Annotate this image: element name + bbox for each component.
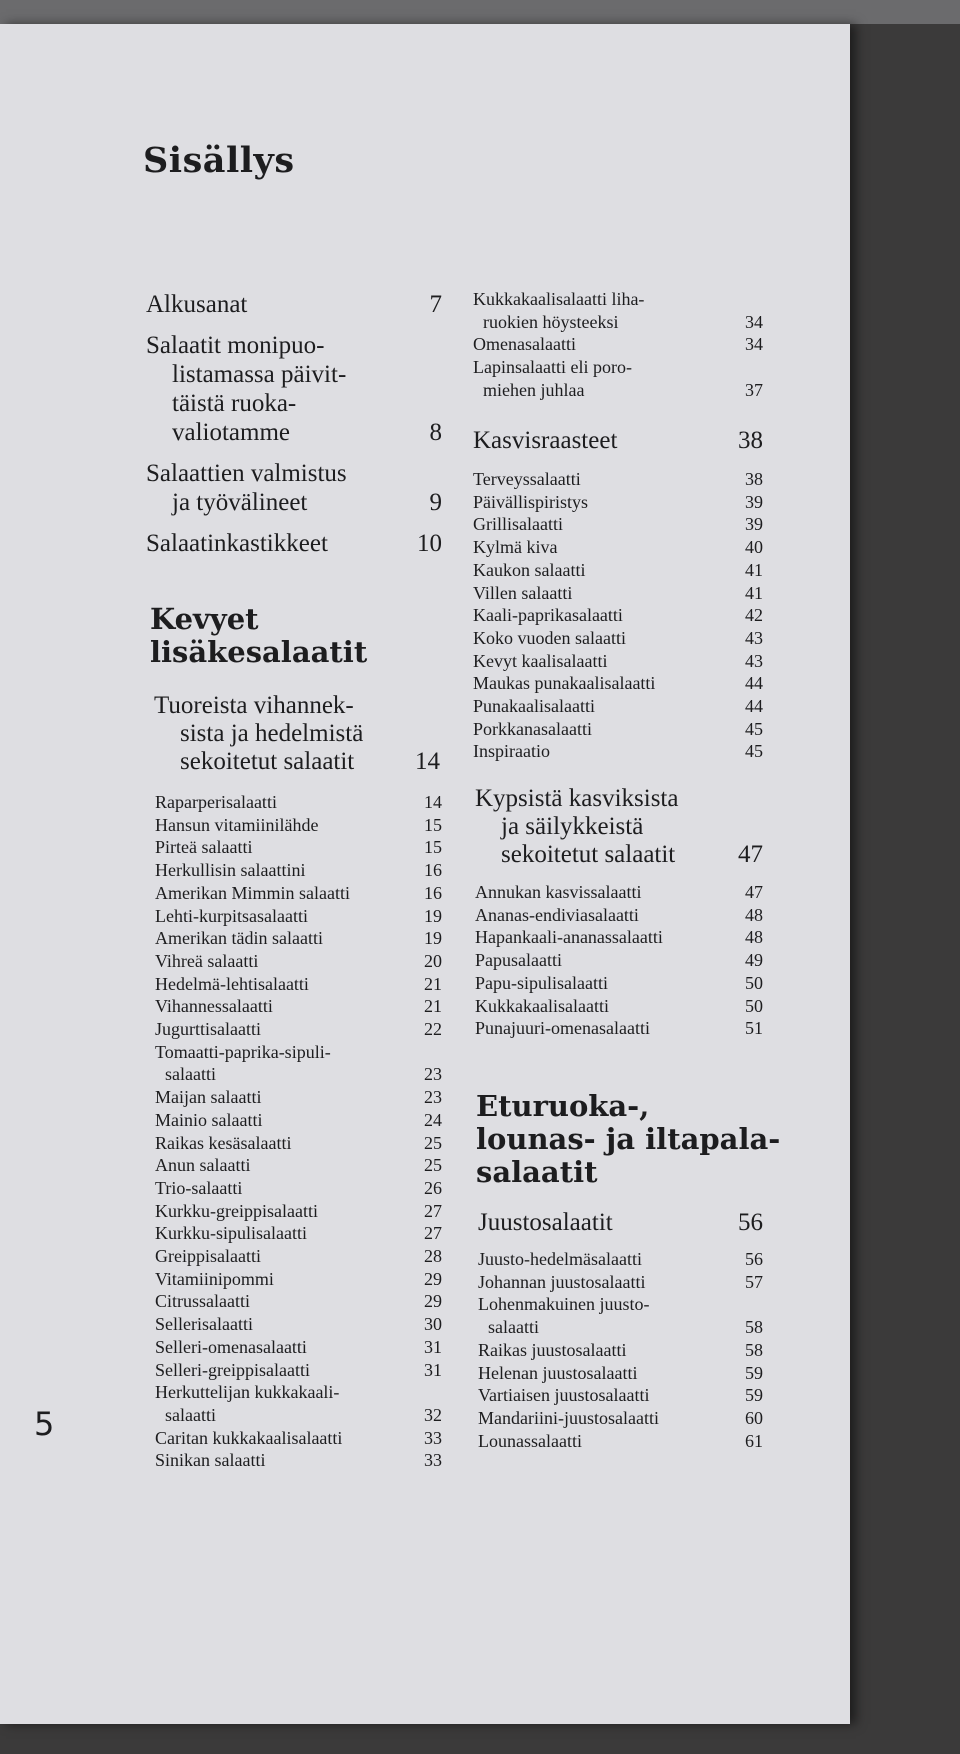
toc-entry[interactable] (146, 529, 442, 558)
toc-entry[interactable] (473, 559, 763, 582)
toc-entry[interactable] (475, 949, 763, 972)
toc-entry[interactable] (155, 927, 442, 950)
toc-entry[interactable] (155, 1041, 442, 1086)
toc-entry-title: Raparperisalaatti (155, 792, 277, 812)
toc-entry-title: Punakaalisalaatti (473, 696, 595, 717)
toc-page-number: 59 (745, 1362, 763, 1383)
toc-page-number: 10 (417, 530, 442, 557)
toc-entry-title: Tomaatti-paprika-sipuli- (155, 1041, 331, 1062)
section-heading-kevyet (150, 603, 367, 669)
toc-entry-title: Hapankaali-ananassalaatti (475, 927, 663, 948)
toc-page-number: 31 (424, 1336, 442, 1357)
toc-page-number: 44 (745, 696, 763, 717)
toc-entry[interactable] (146, 459, 442, 517)
toc-page-number: 40 (745, 537, 763, 558)
toc-entry[interactable] (473, 356, 763, 401)
section-heading-line: lounas- ja iltapala- (476, 1122, 781, 1156)
toc-entry[interactable] (155, 905, 442, 928)
toc-page-number: 23 (424, 1087, 442, 1108)
toc-entry-title: Caritan kukkakaalisalaatti (155, 1427, 343, 1448)
subsection-juustosalaatit (478, 1209, 763, 1237)
toc-entry[interactable] (155, 791, 442, 814)
toc-entry-title: Selleri-omenasalaatti (155, 1336, 307, 1357)
toc-entry-title: miehen juhlaa (483, 379, 585, 400)
section-heading-line: Kevyet (150, 602, 259, 636)
toc-page-number: 14 (415, 748, 440, 775)
toc-entry[interactable] (473, 672, 763, 695)
toc-entry-title: Vartiaisen juustosalaatti (478, 1385, 650, 1406)
toc-entry-title: Maukas punakaalisalaatti (473, 673, 656, 694)
toc-page-number: 29 (424, 1268, 442, 1289)
section-heading-line: lisäkesalaatit (150, 635, 368, 669)
toc-entry[interactable] (475, 904, 763, 927)
toc-page-number: 42 (745, 605, 763, 626)
toc-entry[interactable] (473, 333, 763, 356)
toc-entry-title: Lohenmakuinen juusto- (478, 1294, 650, 1315)
toc-page-number: 47 (738, 841, 763, 868)
toc-entry[interactable] (155, 1427, 442, 1450)
toc-page-number: 39 (745, 514, 763, 535)
toc-page-number: 58 (745, 1317, 763, 1338)
toc-entry[interactable] (155, 1313, 442, 1336)
toc-entry-title: listamassa päivit- (172, 361, 347, 388)
subsection-tuoreista (154, 692, 440, 776)
toc-page-number: 15 (424, 814, 442, 835)
toc-entry-title: Hansun vitamiinilähde (155, 814, 319, 835)
toc-entry-title: Punajuuri-omenasalaatti (475, 1018, 650, 1039)
toc-entry-title: Greippisalaatti (155, 1246, 261, 1267)
page-title: Sisällys (143, 140, 295, 181)
toc-entry[interactable] (155, 950, 442, 973)
toc-page-number: 25 (424, 1132, 442, 1153)
toc-entry-title: Trio-salaatti (155, 1177, 243, 1198)
toc-entry-title: valiotamme (172, 419, 291, 446)
toc-page-number: 28 (424, 1246, 442, 1267)
toc-list-tuoreista (155, 791, 442, 1472)
toc-entry[interactable] (478, 1430, 763, 1453)
toc-page-number: 27 (424, 1200, 442, 1221)
toc-entry-title: Terveyssalaatti (473, 469, 581, 489)
toc-page-number: 39 (745, 491, 763, 512)
toc-entry[interactable] (475, 995, 763, 1018)
toc-entry[interactable] (155, 836, 442, 859)
toc-entry[interactable] (155, 1336, 442, 1359)
toc-entry-title: Sinikan salaatti (155, 1450, 266, 1471)
toc-page-number: 47 (745, 882, 763, 902)
toc-entry-title: Grillisalaatti (473, 514, 563, 535)
toc-entry[interactable] (155, 1449, 442, 1472)
toc-entry-title: Porkkanasalaatti (473, 718, 592, 739)
toc-entry-title: Salaatinkastikkeet (146, 530, 328, 557)
toc-page-number: 22 (424, 1019, 442, 1040)
toc-entry-title: Kasvisraasteet (473, 427, 618, 454)
toc-entry-title: Alkusanat (146, 291, 248, 318)
toc-page-number: 43 (745, 650, 763, 671)
toc-page-number: 50 (745, 972, 763, 993)
toc-entry[interactable] (473, 536, 763, 559)
toc-entry[interactable] (155, 1154, 442, 1177)
toc-entry[interactable] (146, 331, 442, 447)
toc-list-top-right (473, 288, 763, 402)
toc-entry[interactable] (473, 695, 763, 718)
toc-page-number: 34 (745, 334, 763, 355)
toc-entry-title: Juustosalaatit (478, 1209, 613, 1236)
toc-entry[interactable] (475, 881, 763, 904)
toc-entry[interactable] (473, 491, 763, 514)
toc-entry-title: Juusto-hedelmäsalaatti (478, 1249, 642, 1269)
toc-entry[interactable] (155, 859, 442, 882)
toc-entry-title: Vihannessalaatti (155, 996, 273, 1017)
toc-page-number: 49 (745, 950, 763, 971)
toc-entry[interactable] (478, 1339, 763, 1362)
toc-entry[interactable] (473, 513, 763, 536)
toc-entry[interactable] (155, 995, 442, 1018)
toc-entry-title: Sellerisalaatti (155, 1314, 253, 1335)
toc-page-number: 43 (745, 627, 763, 648)
toc-page-number: 9 (429, 489, 442, 516)
toc-entry[interactable] (473, 288, 763, 333)
toc-entry-title: Omenasalaatti (473, 334, 576, 355)
toc-entry-title: Tuoreista vihannek- (154, 692, 354, 719)
toc-page-number: 15 (424, 837, 442, 858)
toc-entry[interactable] (473, 427, 763, 455)
toc-page-number: 19 (424, 928, 442, 949)
toc-page-number: 7 (429, 291, 442, 318)
page-number: 5 (34, 1405, 55, 1443)
subsection-kypsista (475, 785, 763, 869)
toc-page-number: 20 (424, 950, 442, 971)
toc-page-number: 41 (745, 559, 763, 580)
toc-entry-title: Kylmä kiva (473, 537, 558, 558)
toc-entry[interactable] (473, 604, 763, 627)
toc-entry[interactable] (473, 740, 763, 763)
toc-entry[interactable] (478, 1209, 763, 1237)
toc-page-number: 58 (745, 1339, 763, 1360)
toc-entry[interactable] (155, 1018, 442, 1041)
toc-page-number: 16 (424, 882, 442, 903)
toc-entry-title: täistä ruoka- (172, 390, 297, 417)
toc-page-number: 51 (745, 1018, 763, 1039)
toc-page-number: 16 (424, 860, 442, 881)
toc-entry-title: Herkullisin salaattini (155, 860, 306, 881)
toc-entry[interactable] (155, 1359, 442, 1382)
toc-page-number: 34 (745, 311, 763, 332)
toc-entry-title: ja työvälineet (172, 489, 308, 516)
toc-entry[interactable] (478, 1362, 763, 1385)
toc-page-number: 61 (745, 1430, 763, 1451)
toc-entry[interactable] (155, 1290, 442, 1313)
toc-page-number: 19 (424, 905, 442, 926)
toc-page-number: 30 (424, 1314, 442, 1335)
toc-entry[interactable] (478, 1271, 763, 1294)
toc-page-number: 33 (424, 1427, 442, 1448)
toc-entry-title: Hedelmä-lehtisalaatti (155, 973, 309, 994)
toc-page-number: 25 (424, 1155, 442, 1176)
toc-entry-title: Villen salaatti (473, 582, 573, 603)
toc-page-number: 48 (745, 927, 763, 948)
toc-entry[interactable] (478, 1248, 763, 1271)
toc-entry-title: Papusalaatti (475, 950, 562, 971)
toc-entry[interactable] (155, 1245, 442, 1268)
toc-entry-title: Amerikan tädin salaatti (155, 928, 323, 949)
toc-page-number: 29 (424, 1291, 442, 1312)
toc-entry-title: sekoitetut salaatit (180, 748, 355, 775)
toc-entry-title: Pirteä salaatti (155, 837, 253, 858)
toc-entry-title: Herkuttelijan kukkakaali- (155, 1382, 340, 1403)
toc-entry-title: ruokien höysteeksi (483, 311, 619, 332)
toc-entry-title: Kaukon salaatti (473, 559, 586, 580)
toc-entry[interactable] (155, 973, 442, 996)
toc-page-number: 60 (745, 1407, 763, 1428)
toc-entry[interactable] (475, 972, 763, 995)
toc-entry-title: sekoitetut salaatit (501, 841, 676, 868)
toc-page-number: 37 (745, 379, 763, 400)
toc-entry-title: salaatti (165, 1404, 216, 1425)
toc-entry-title: Mandariini-juustosalaatti (478, 1407, 659, 1428)
toc-page-number: 48 (745, 904, 763, 925)
toc-entry-title: Jugurttisalaatti (155, 1019, 261, 1040)
toc-entry-title: salaatti (165, 1064, 216, 1085)
toc-page-number: 56 (738, 1209, 763, 1236)
toc-page-number: 31 (424, 1359, 442, 1380)
toc-entry-title: Kevyt kaalisalaatti (473, 650, 608, 671)
toc-entry[interactable] (155, 1132, 442, 1155)
toc-entry-title: Helenan juustosalaatti (478, 1362, 638, 1383)
toc-entry[interactable] (155, 882, 442, 905)
toc-entry[interactable] (155, 1268, 442, 1291)
toc-page-number: 38 (738, 427, 763, 454)
toc-page-number: 21 (424, 996, 442, 1017)
toc-page-number: 8 (429, 419, 442, 446)
toc-entry[interactable] (155, 814, 442, 837)
toc-page-number: 32 (424, 1404, 442, 1425)
toc-entry-title: Ananas-endiviasalaatti (475, 904, 639, 925)
toc-entry-title: Annukan kasvissalaatti (475, 882, 642, 902)
toc-page-number: 45 (745, 741, 763, 762)
toc-entry-title: Kukkakaalisalaatti liha- (473, 289, 645, 309)
toc-entry-title: Kaali-paprikasalaatti (473, 605, 623, 626)
section-heading-line: Eturuoka-, (476, 1089, 650, 1123)
toc-entry[interactable] (473, 650, 763, 673)
section-heading-line: salaatit (476, 1155, 598, 1189)
toc-entry[interactable] (155, 1200, 442, 1223)
toc-entry-title: Papu-sipulisalaatti (475, 972, 608, 993)
toc-entry[interactable] (473, 627, 763, 650)
toc-entry-title: Kypsistä kasviksista (475, 785, 679, 812)
toc-page-number: 56 (745, 1249, 763, 1269)
toc-entry-title: Anun salaatti (155, 1155, 251, 1176)
toc-entry-title: Kukkakaalisalaatti (475, 995, 609, 1016)
toc-entry[interactable] (475, 1017, 763, 1040)
toc-page-number: 44 (745, 673, 763, 694)
toc-entry-title: Kurkku-greippisalaatti (155, 1200, 318, 1221)
section-heading-eturuoka (476, 1090, 780, 1189)
toc-entry-title: Amerikan Mimmin salaatti (155, 882, 350, 903)
toc-entry[interactable] (475, 785, 763, 869)
toc-entry[interactable] (155, 1381, 442, 1426)
toc-entry[interactable] (155, 1109, 442, 1132)
toc-page-number: 59 (745, 1385, 763, 1406)
toc-entry-title: Lehti-kurpitsasalaatti (155, 905, 308, 926)
toc-entry-title: Selleri-greippisalaatti (155, 1359, 310, 1380)
toc-entry-title: Koko vuoden salaatti (473, 627, 626, 648)
subsection-kasvisraasteet (473, 427, 763, 455)
toc-entry-title: salaatti (488, 1317, 539, 1338)
toc-entry[interactable] (473, 468, 763, 491)
toc-page-number: 50 (745, 995, 763, 1016)
toc-entry-title: Salaattien valmistus (146, 460, 347, 487)
toc-entry-title: Vihreä salaatti (155, 950, 259, 971)
toc-entry-title: Mainio salaatti (155, 1109, 263, 1130)
background-strip (0, 0, 960, 24)
toc-list-kasvisraasteet (473, 468, 763, 763)
toc-entry-title: Citrussalaatti (155, 1291, 250, 1312)
toc-entry-title: Lounassalaatti (478, 1430, 582, 1451)
toc-entry[interactable] (478, 1384, 763, 1407)
toc-list-kypsista (475, 881, 763, 1040)
toc-entry[interactable] (478, 1293, 763, 1338)
toc-entry-title: Maijan salaatti (155, 1087, 262, 1108)
toc-entry[interactable] (155, 1222, 442, 1245)
toc-page-number: 57 (745, 1271, 763, 1292)
toc-entry-title: Salaatit monipuo- (146, 332, 325, 359)
toc-page-number: 41 (745, 582, 763, 603)
toc-page-number: 24 (424, 1109, 442, 1130)
toc-entry-title: Raikas kesäsalaatti (155, 1132, 292, 1153)
toc-entry-title: Päivällispiristys (473, 491, 589, 512)
toc-entry[interactable] (473, 582, 763, 605)
toc-entry-title: Johannan juustosalaatti (478, 1271, 646, 1292)
toc-page-number: 14 (424, 792, 442, 812)
toc-page-number: 38 (745, 469, 763, 489)
toc-entry[interactable] (154, 692, 440, 776)
toc-entry[interactable] (475, 926, 763, 949)
toc-page-number: 45 (745, 718, 763, 739)
toc-entry[interactable] (473, 718, 763, 741)
toc-entry-title: ja säilykkeistä (501, 813, 644, 840)
toc-page-number: 33 (424, 1450, 442, 1471)
toc-page-number: 21 (424, 973, 442, 994)
toc-entry[interactable] (155, 1086, 442, 1109)
toc-entry-title: Raikas juustosalaatti (478, 1339, 627, 1360)
toc-entry-title: Vitamiinipommi (155, 1268, 274, 1289)
toc-entry[interactable] (155, 1177, 442, 1200)
toc-entry-title: Lapinsalaatti eli poro- (473, 357, 632, 378)
toc-entry-title: sista ja hedelmistä (180, 720, 364, 747)
toc-entry[interactable] (478, 1407, 763, 1430)
toc-entry[interactable] (146, 290, 442, 319)
toc-list-juustosalaatit (478, 1248, 763, 1452)
toc-page-number: 26 (424, 1177, 442, 1198)
toc-entry-title: Kurkku-sipulisalaatti (155, 1223, 307, 1244)
toc-page-number: 27 (424, 1223, 442, 1244)
toc-entry-title: Inspiraatio (473, 741, 550, 762)
toc-page-number: 23 (424, 1064, 442, 1085)
toc-main-entries (146, 290, 442, 558)
